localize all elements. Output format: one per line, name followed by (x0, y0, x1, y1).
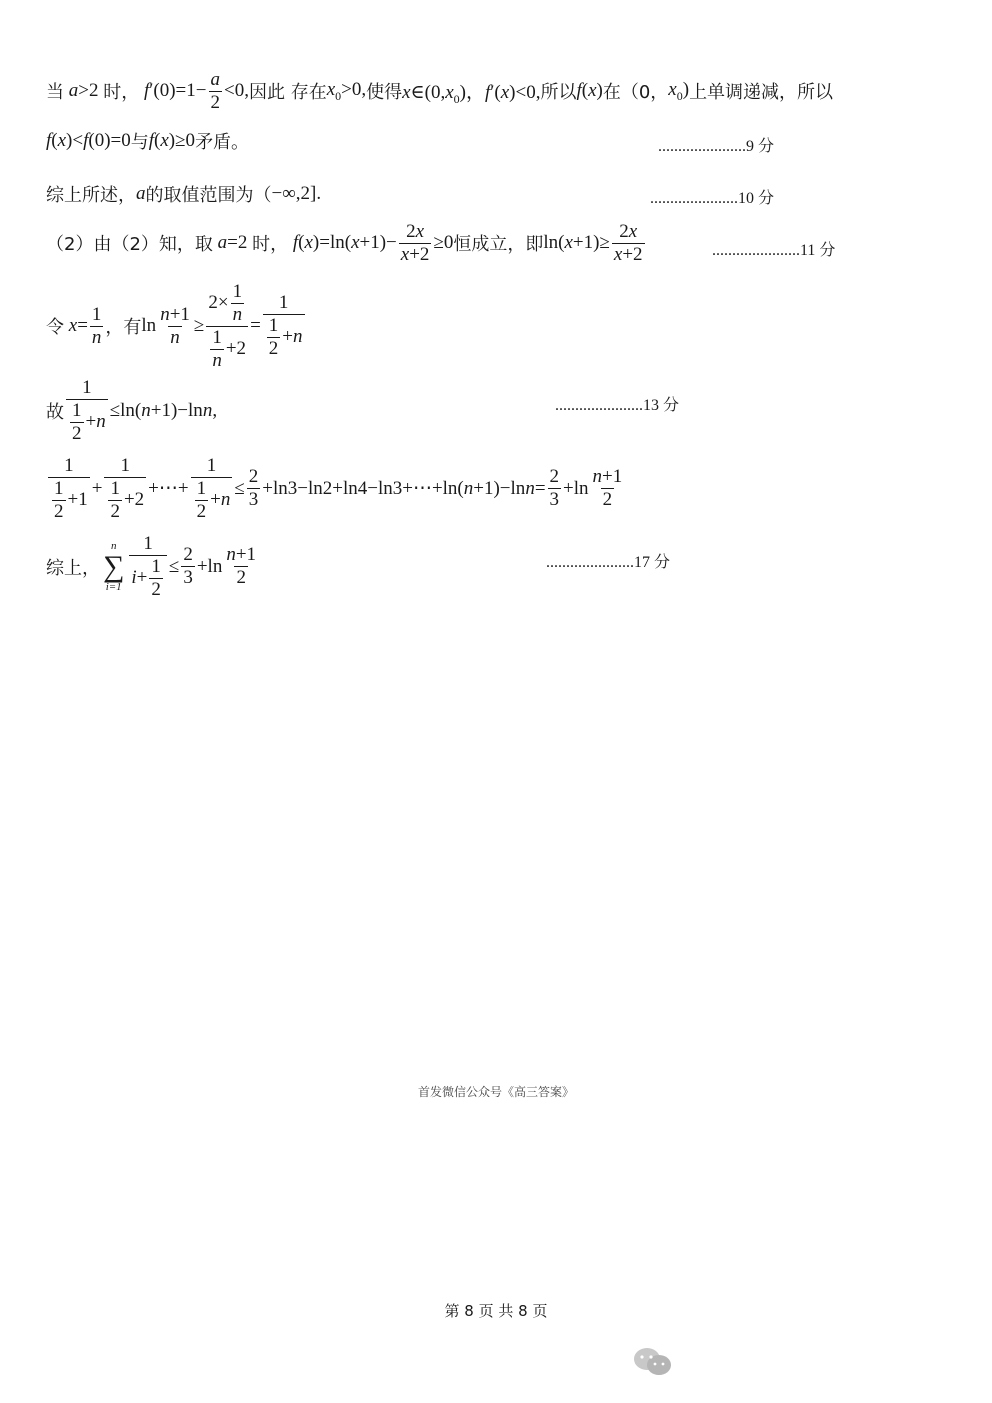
line-case-a-gt-2: 当 a>2 时， f′(0)=1− $\frac{a}{2}$ <0, 因此 存在 $x_0>0$, 使得 $x\in(0,x_0)$，f′(x)<0, 所以 f(x) 在（0， $x_0$) 上单调递减，所以 (46, 69, 834, 113)
line-conclusion-range: 综上所述， a 的取值范围为（ −∞,2]. (46, 183, 322, 206)
line-therefore: 故 1 $\frac{1}{2}$ +n ≤ln(n+1)−lnn, (46, 377, 218, 444)
fraction-complex: 2× $\frac{1}{n}$ $\frac{1}{n}$ +2 (208, 281, 247, 371)
line-part-2-inequality: （2）由（2）知，取 a=2 时， f(x)=ln(x+1)− $\frac{2x}{x+2}$ ≥0 恒成立，即 ln(x+1)≥ $\frac{2x}{x+2}$ (46, 221, 643, 265)
fraction-2x-over-x-plus-2: $\frac{2x}{x+2}$ (400, 221, 430, 265)
line-contradiction: f(x)<f(0)=0 与 f(x)≥0 矛盾。 (46, 130, 250, 153)
score-11: ......................11 分 (712, 242, 836, 259)
page-number: 第 8 页 共 8 页 (444, 1302, 548, 1320)
line-substitution: 令 x= $\frac{1}{n}$ ，有 ln $\frac{n+1}{n}$ ≥ 2× $\frac{1}{n}$ $\frac{1}{n}$ +2 = 1 $\frac{1}{2}$ +n (46, 281, 303, 371)
line-final-sum: 综上， n ∑ i=1 1 i+ $\frac{1}{2}$ ≤ $\frac{2}{3}$ +ln $\frac{n+1}{2}$ (46, 533, 257, 600)
line-sum-expansion: 1 $\frac{1}{2}$ +1 + 1 $\frac{1}{2}$ +2 +⋯+ 1 $\frac{1}{2}$ +n ≤ $\frac{2}{3}$ +ln3−ln2+ln4−ln3+⋯+ln(n+1)−lnn= $\frac{2}{3}$ +ln $\frac{n+1}{2}$ (46, 456, 626, 522)
fraction-2x-over-x-plus-2-b: $\frac{2x}{x+2}$ (613, 221, 643, 265)
fraction-a-over-2: $\frac{a}{2}$ (210, 69, 220, 113)
score-10: ......................10 分 (650, 190, 775, 207)
wechat-icon (632, 1346, 674, 1378)
score-17: ......................17 分 (546, 554, 671, 571)
score-9: ......................9 分 (658, 138, 775, 155)
score-13: ......................13 分 (555, 397, 680, 414)
source-note: 首发微信公众号《高三答案》 (417, 1085, 574, 1099)
summation-symbol: n ∑ i=1 (103, 539, 125, 593)
